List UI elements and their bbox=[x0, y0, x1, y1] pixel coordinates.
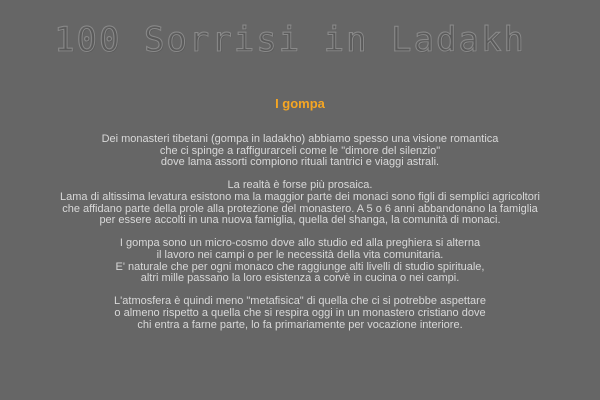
page-heading: I gompa bbox=[275, 96, 325, 111]
text-line: il lavoro nei campi o per le necessità della vita comunitaria. bbox=[156, 248, 444, 261]
text-line: che affidano parte della prole alla protezione del monastero. A 5 o 6 anni abbandonano la famiglia bbox=[62, 202, 538, 215]
text-line: dove lama assorti compiono rituali tantrici e viaggi astrali. bbox=[160, 156, 440, 169]
text-line: altri mille passano la loro esistenza a corvè in cucina o nei campi. bbox=[140, 272, 460, 285]
text-line: La realtà è forse più prosaica. bbox=[227, 179, 373, 192]
text-line: per essere accolti in una nuova famiglia, quella del shanga, la comunità di monaci. bbox=[99, 214, 501, 227]
text-line: E' naturale che per ogni monaco che raggiunge alti livelli di studio spirituale, bbox=[115, 260, 485, 273]
paragraph-4 bbox=[10, 296, 590, 331]
text-line: Dei monasteri tibetani (gompa in ladakho) abbiamo spesso una visione romantica bbox=[101, 133, 499, 145]
text-line: I gompa sono un micro-cosmo dove allo studio ed alla preghiera si alterna bbox=[119, 237, 481, 250]
article-body bbox=[10, 134, 590, 343]
text-line: chi entra a farne parte, lo fa primariamente per vocazione interiore. bbox=[137, 318, 463, 331]
paragraph-3 bbox=[10, 238, 590, 284]
text-line: che ci spinge a raffigurarceli come le "dimore del silenzio" bbox=[159, 144, 441, 157]
paragraph-1 bbox=[10, 134, 590, 169]
text-line: Lama di altissima levatura esistono ma la maggior parte dei monaci sono figli di semplici agricoltori bbox=[60, 190, 540, 203]
text-line: o almeno rispetto a quella che si respira oggi in un monastero cristiano dove bbox=[114, 306, 486, 319]
paragraph-2 bbox=[10, 180, 590, 226]
site-title: 100 Sorrisi in Ladakh bbox=[54, 20, 526, 60]
text-line: L'atmosfera è quindi meno "metafisica" di quella che ci si potrebbe aspettare bbox=[114, 295, 486, 308]
